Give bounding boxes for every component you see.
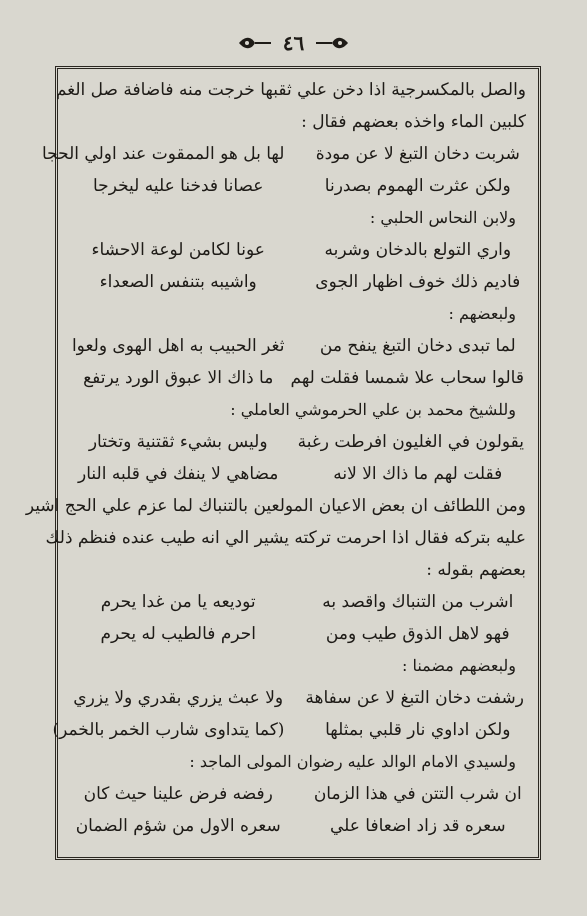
verse-first-hemistich: اشرب من التنباك واقصد به bbox=[322, 592, 514, 612]
text-line: ومن اللطائف ان بعض الاعيان المولعين بالتنباك لما عزم علي الحج اشير bbox=[25, 496, 526, 516]
verse-first-hemistich: فقلت لهم ما ذاك الا لانه bbox=[333, 464, 503, 484]
verse-second-hemistich: عصانا فدخنا عليه ليخرجا bbox=[93, 176, 264, 196]
verse-second-hemistich: رفضه فرض علينا حيث كان bbox=[83, 784, 273, 804]
section-heading: ولبعضهم : bbox=[448, 304, 516, 323]
verse-second-hemistich: وليس بشيء ثقتنية وتختار bbox=[88, 432, 268, 452]
verse-second-hemistich: سعره الاول من شؤم الضمان bbox=[75, 816, 281, 836]
right-ornament-icon bbox=[314, 34, 350, 52]
verse-first-hemistich: فاديم ذلك خوف اظهار الجوى bbox=[315, 272, 521, 292]
verse-first-hemistich: لما تبدى دخان التبغ ينفح من bbox=[319, 336, 516, 356]
verse-line bbox=[66, 688, 530, 718]
verse-first-hemistich: ان شرب التتن في هذا الزمان bbox=[313, 784, 522, 804]
verse-first-hemistich: واري التولع بالدخان وشربه bbox=[324, 240, 512, 260]
page-number: ٤٦ bbox=[282, 31, 305, 55]
verse-first-hemistich: رشفت دخان التبغ لا عن سفاهة bbox=[305, 688, 524, 708]
text-line: والصل بالمكسرجية اذا دخن علي ثقبها خرجت منه فاضافة صل الغم bbox=[55, 80, 526, 100]
verse-second-hemistich: ولا عبث يزري بقدري ولا يزري bbox=[73, 688, 284, 708]
verse-second-hemistich: (كما يتداوى شارب الخمر بالخمر) bbox=[52, 720, 285, 740]
verse-line bbox=[66, 592, 530, 622]
verse-second-hemistich: ثغر الحبيب به اهل الهوى ولعوا bbox=[71, 336, 285, 356]
verse-line bbox=[66, 464, 530, 494]
verse-first-hemistich: قالوا سحاب علا شمسا فقلت لهم bbox=[290, 368, 524, 388]
verse-first-hemistich: شربت دخان التبغ لا عن مودة bbox=[315, 144, 520, 164]
verse-line bbox=[66, 368, 530, 398]
section-heading: وللشيخ محمد بن علي الحرموشي العاملي : bbox=[230, 400, 516, 419]
verse-line bbox=[66, 624, 530, 654]
verse-second-hemistich: واشيبه بتنفس الصعداء bbox=[99, 272, 257, 292]
verse-line bbox=[66, 816, 530, 846]
verse-second-hemistich: لها بل هو الممقوت عند اولي الحجا bbox=[42, 144, 285, 164]
verse-second-hemistich: ما ذاك الا عبوق الورد يرتفع bbox=[83, 368, 274, 388]
verse-second-hemistich: توديعه يا من غدا يحرم bbox=[100, 592, 256, 612]
verse-line bbox=[66, 432, 530, 462]
verse-first-hemistich: فهو لاهل الذوق طيب ومن bbox=[325, 624, 510, 644]
verse-line bbox=[66, 336, 530, 366]
verse-first-hemistich: يقولون في الغليون افرطت رغبة bbox=[297, 432, 524, 452]
section-heading: ولسيدي الامام الوالد عليه رضوان المولى الماجد : bbox=[189, 752, 516, 771]
verse-first-hemistich: ولكن عثرت الهموم بصدرنا bbox=[324, 176, 511, 196]
verse-line bbox=[66, 176, 530, 206]
verse-line bbox=[66, 272, 530, 302]
text-line: كلبين الماء واخذه بعضهم فقال : bbox=[301, 112, 526, 132]
verse-line bbox=[66, 784, 530, 814]
left-ornament-icon bbox=[237, 34, 273, 52]
verse-line bbox=[42, 144, 530, 174]
verse-line bbox=[52, 720, 530, 750]
text-line: عليه بتركه فقال اذا احرمت تركته يشير الي انه طيب عنده فنظم ذلك bbox=[45, 528, 526, 548]
section-heading: ولبعضهم مضمنا : bbox=[401, 656, 516, 675]
verse-second-hemistich: عونا لكامن لوعة الاحشاء bbox=[91, 240, 265, 260]
verse-first-hemistich: سعره قد زاد اضعافا علي bbox=[329, 816, 506, 836]
text-line: بعضهم بقوله : bbox=[426, 560, 526, 580]
verse-second-hemistich: احرم فالطيب له يحرم bbox=[100, 624, 256, 644]
page-body bbox=[25, 72, 530, 852]
verse-line bbox=[66, 240, 530, 270]
verse-second-hemistich: مضاهي لا ينفك في قلبه النار bbox=[78, 464, 279, 484]
verse-first-hemistich: ولكن اداوي نار قلبي بمثلها bbox=[325, 720, 511, 740]
page-header bbox=[0, 26, 587, 60]
section-heading: ولابن النحاس الحلبي : bbox=[369, 208, 516, 227]
